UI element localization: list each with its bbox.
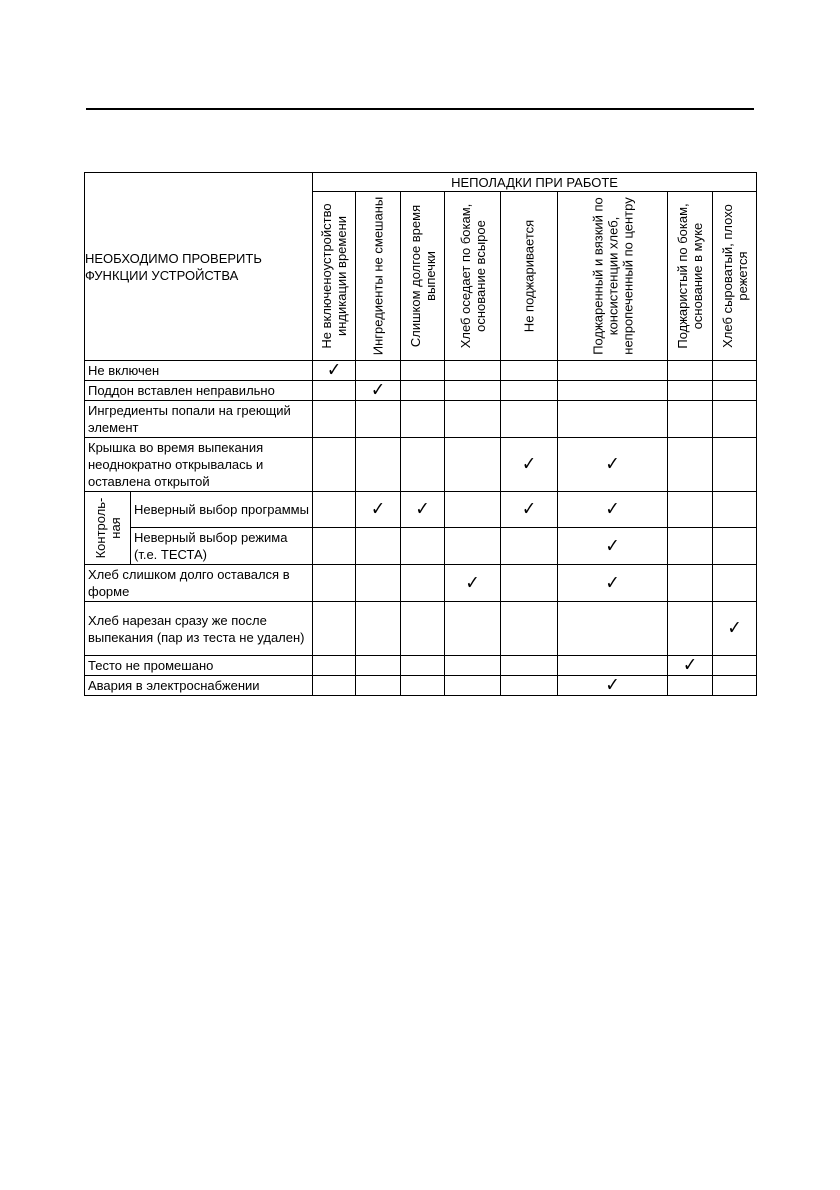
empty-cell <box>558 381 668 401</box>
troubleshooting-table <box>84 172 757 696</box>
empty-cell <box>356 528 401 565</box>
check-mark: ✓ <box>501 438 558 492</box>
empty-cell <box>401 361 445 381</box>
empty-cell <box>668 676 713 696</box>
empty-cell <box>313 656 356 676</box>
column-header <box>713 192 757 361</box>
empty-cell <box>713 528 757 565</box>
group-label-cell <box>85 492 131 565</box>
table-row <box>85 602 757 656</box>
empty-cell <box>501 602 558 656</box>
empty-cell <box>313 676 356 696</box>
empty-cell <box>356 438 401 492</box>
empty-cell <box>558 656 668 676</box>
empty-cell <box>713 361 757 381</box>
row-label: Неверный выбор режима (т.е. ТЕСТА) <box>131 528 313 565</box>
empty-cell <box>401 602 445 656</box>
column-header <box>668 192 713 361</box>
row-label: Хлеб слишком долго оставался в форме <box>85 565 313 602</box>
empty-cell <box>668 438 713 492</box>
empty-cell <box>713 401 757 438</box>
empty-cell <box>668 381 713 401</box>
table-row <box>85 492 757 528</box>
group-label: Контроль-ная <box>92 497 123 559</box>
column-header-label: Ингредиенты не смешаны <box>370 196 386 356</box>
empty-cell <box>713 381 757 401</box>
column-header-label: Не поджаривается <box>521 219 537 333</box>
column-header-label: Поджаренный и вязкий по консистенции хлеб, непропеченный по центру <box>590 197 635 355</box>
table-row <box>85 438 757 492</box>
column-header <box>558 192 668 361</box>
table-row <box>85 361 757 381</box>
empty-cell <box>356 401 401 438</box>
check-mark: ✓ <box>713 602 757 656</box>
empty-cell <box>501 656 558 676</box>
check-mark: ✓ <box>445 565 501 602</box>
empty-cell <box>668 528 713 565</box>
empty-cell <box>713 438 757 492</box>
empty-cell <box>668 492 713 528</box>
empty-cell <box>501 528 558 565</box>
empty-cell <box>445 381 501 401</box>
empty-cell <box>445 676 501 696</box>
empty-cell <box>501 361 558 381</box>
empty-cell <box>713 656 757 676</box>
empty-cell <box>668 401 713 438</box>
table-body <box>85 361 757 696</box>
row-label: Тесто не промешано <box>85 656 313 676</box>
table-row <box>85 528 757 565</box>
check-mark: ✓ <box>356 492 401 528</box>
empty-cell <box>668 565 713 602</box>
empty-cell <box>401 438 445 492</box>
empty-cell <box>445 401 501 438</box>
check-functions-label: НЕОБХОДИМО ПРОВЕРИТЬ ФУНКЦИИ УСТРОЙСТВА <box>85 250 262 283</box>
check-mark: ✓ <box>356 381 401 401</box>
empty-cell <box>313 438 356 492</box>
check-mark: ✓ <box>558 676 668 696</box>
column-header <box>356 192 401 361</box>
column-header <box>501 192 558 361</box>
header-row-1 <box>85 173 757 192</box>
top-rule <box>86 108 754 110</box>
check-mark: ✓ <box>558 528 668 565</box>
table-row <box>85 381 757 401</box>
malfunctions-header: НЕПОЛАДКИ ПРИ РАБОТЕ <box>313 173 757 192</box>
empty-cell <box>501 565 558 602</box>
empty-cell <box>356 565 401 602</box>
empty-cell <box>445 438 501 492</box>
column-header-label: Слишком долгое время выпечки <box>407 204 438 348</box>
empty-cell <box>668 602 713 656</box>
empty-cell <box>558 602 668 656</box>
empty-cell <box>356 361 401 381</box>
empty-cell <box>501 381 558 401</box>
column-header-label: Не включеноустройство индикации времени <box>319 203 349 349</box>
empty-cell <box>501 401 558 438</box>
check-mark: ✓ <box>668 656 713 676</box>
check-mark: ✓ <box>558 438 668 492</box>
table-row <box>85 656 757 676</box>
empty-cell <box>558 401 668 438</box>
empty-cell <box>445 528 501 565</box>
row-label: Авария в электроснабжении <box>85 676 313 696</box>
empty-cell <box>401 528 445 565</box>
column-header-label: Хлеб оседает по бокам, основание всырое <box>457 203 488 349</box>
empty-cell <box>356 676 401 696</box>
empty-cell <box>558 361 668 381</box>
column-header <box>401 192 445 361</box>
table-row <box>85 401 757 438</box>
check-mark: ✓ <box>501 492 558 528</box>
empty-cell <box>445 602 501 656</box>
empty-cell <box>401 676 445 696</box>
empty-cell <box>713 676 757 696</box>
empty-cell <box>356 602 401 656</box>
column-header <box>313 192 356 361</box>
check-mark: ✓ <box>313 361 356 381</box>
empty-cell <box>356 656 401 676</box>
empty-cell <box>313 565 356 602</box>
check-functions-header <box>85 173 313 361</box>
check-mark: ✓ <box>558 492 668 528</box>
check-mark: ✓ <box>558 565 668 602</box>
row-label: Неверный выбор программы <box>131 492 313 528</box>
empty-cell <box>313 401 356 438</box>
table-row <box>85 676 757 696</box>
empty-cell <box>501 676 558 696</box>
empty-cell <box>445 492 501 528</box>
row-label: Не включен <box>85 361 313 381</box>
empty-cell <box>713 492 757 528</box>
empty-cell <box>313 602 356 656</box>
column-header <box>445 192 501 361</box>
empty-cell <box>401 381 445 401</box>
empty-cell <box>445 361 501 381</box>
empty-cell <box>401 656 445 676</box>
empty-cell <box>445 656 501 676</box>
empty-cell <box>313 492 356 528</box>
row-label: Хлеб нарезан сразу же после выпекания (пар из теста не удален) <box>85 602 313 656</box>
column-header-label: Хлеб сыроватый, плохо режется <box>719 204 750 348</box>
row-label: Ингредиенты попали на греющий элемент <box>85 401 313 438</box>
empty-cell <box>313 528 356 565</box>
row-label: Крышка во время выпекания неоднократно открывалась и оставлена открытой <box>85 438 313 492</box>
empty-cell <box>668 361 713 381</box>
table-row <box>85 565 757 602</box>
empty-cell <box>401 565 445 602</box>
empty-cell <box>713 565 757 602</box>
column-header-label: Поджаристый по бокам, основание в муке <box>675 203 705 349</box>
empty-cell <box>313 381 356 401</box>
row-label: Поддон вставлен неправильно <box>85 381 313 401</box>
check-mark: ✓ <box>401 492 445 528</box>
empty-cell <box>401 401 445 438</box>
